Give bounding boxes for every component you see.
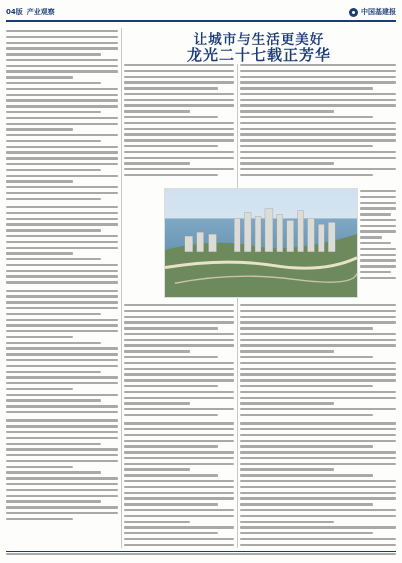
text-line	[240, 414, 373, 416]
text-line	[240, 174, 373, 176]
text-line	[240, 333, 396, 335]
text-line	[6, 198, 101, 200]
text-line	[124, 81, 234, 83]
text-line	[240, 480, 396, 482]
text-line	[240, 402, 334, 404]
text-line	[124, 474, 218, 476]
text-line	[124, 356, 218, 358]
text-line	[240, 93, 396, 95]
text-line	[6, 186, 118, 188]
text-line	[240, 397, 396, 399]
text-line	[240, 468, 334, 470]
text-line	[240, 310, 396, 312]
text-line	[6, 295, 118, 297]
text-line	[6, 477, 118, 479]
text-line	[6, 319, 118, 321]
text-line	[6, 443, 101, 445]
text-line	[124, 503, 218, 505]
text-line	[6, 371, 101, 373]
text-line	[124, 104, 234, 106]
text-line	[360, 271, 391, 273]
right-column-lower	[240, 300, 396, 546]
text-line	[6, 169, 101, 171]
text-line	[6, 512, 118, 514]
text-line	[240, 128, 396, 130]
text-line	[124, 385, 218, 387]
text-line	[6, 180, 73, 182]
text-line	[240, 122, 396, 124]
text-line	[240, 379, 396, 381]
page-header	[6, 4, 396, 20]
text-line	[360, 254, 396, 256]
text-line	[6, 229, 101, 231]
text-line	[124, 145, 218, 147]
text-line	[240, 503, 373, 505]
text-line	[6, 437, 118, 439]
text-line	[240, 509, 396, 511]
text-line	[6, 518, 73, 520]
middle-column	[124, 64, 234, 176]
text-line	[240, 532, 373, 534]
text-line	[6, 419, 118, 421]
text-line	[6, 553, 396, 555]
text-line	[240, 70, 396, 72]
text-line	[124, 339, 234, 341]
text-line	[6, 483, 118, 485]
text-line	[124, 151, 234, 153]
headline-line-2: 龙光二十七载正芳华	[186, 46, 331, 64]
text-line	[124, 304, 234, 306]
text-line	[124, 316, 234, 318]
text-line	[124, 310, 234, 312]
text-line	[240, 544, 396, 546]
text-line	[6, 70, 118, 72]
text-line	[124, 110, 190, 112]
text-line	[240, 327, 373, 329]
text-line	[240, 145, 373, 147]
text-line	[6, 146, 118, 148]
text-line	[124, 162, 190, 164]
text-line	[124, 544, 234, 546]
text-line	[240, 368, 396, 370]
text-line	[240, 76, 396, 78]
text-line	[6, 301, 118, 303]
text-line	[6, 353, 118, 355]
text-line	[240, 87, 373, 89]
text-line	[124, 515, 234, 517]
footer-rule	[6, 551, 396, 552]
text-line	[124, 327, 218, 329]
text-line	[240, 526, 396, 528]
text-line	[240, 99, 396, 101]
text-line	[124, 445, 218, 447]
text-line	[6, 140, 101, 142]
text-line	[124, 333, 234, 335]
text-line	[240, 350, 334, 352]
text-line	[240, 434, 396, 436]
text-line	[6, 206, 118, 208]
text-line	[6, 76, 73, 78]
text-line	[240, 486, 396, 488]
text-line	[124, 422, 234, 424]
text-line	[6, 252, 73, 254]
text-line	[6, 123, 118, 125]
text-line	[124, 99, 234, 101]
text-line	[124, 122, 234, 124]
text-line	[6, 324, 118, 326]
text-line	[6, 466, 73, 468]
text-line	[6, 175, 118, 177]
text-line	[360, 196, 396, 198]
text-line	[6, 330, 118, 332]
text-line	[6, 376, 118, 378]
text-line	[240, 440, 396, 442]
text-line	[240, 116, 373, 118]
text-line	[124, 168, 234, 170]
text-line	[6, 336, 73, 338]
text-line	[6, 399, 101, 401]
text-line	[6, 47, 118, 49]
text-line	[124, 414, 218, 416]
text-line	[124, 434, 234, 436]
text-line	[124, 70, 234, 72]
text-line	[124, 350, 190, 352]
text-line	[240, 339, 396, 341]
text-line	[6, 88, 118, 90]
text-line	[6, 157, 118, 159]
text-line	[6, 223, 118, 225]
text-line	[6, 489, 118, 491]
text-line	[124, 368, 234, 370]
text-line	[240, 133, 396, 135]
text-line	[240, 321, 396, 323]
text-line	[6, 30, 118, 32]
text-line	[124, 521, 190, 523]
brand-name: 中国基建报	[361, 8, 396, 16]
text-line	[6, 36, 118, 38]
text-line	[240, 168, 396, 170]
text-line	[360, 242, 391, 244]
text-line	[240, 81, 396, 83]
text-line	[6, 241, 118, 243]
text-line	[240, 316, 396, 318]
text-line	[124, 451, 234, 453]
text-line	[124, 497, 234, 499]
text-line	[124, 391, 234, 393]
text-line	[360, 236, 382, 238]
text-line	[124, 428, 234, 430]
text-line	[240, 162, 334, 164]
text-line	[360, 230, 396, 232]
newspaper-logo	[349, 7, 396, 17]
left-column	[6, 30, 118, 520]
text-line	[360, 207, 396, 209]
text-line	[124, 344, 234, 346]
text-line	[6, 163, 118, 165]
middle-column-lower	[124, 300, 234, 546]
text-line	[240, 497, 396, 499]
text-line	[124, 93, 234, 95]
text-line	[360, 213, 391, 215]
text-line	[240, 385, 373, 387]
text-line	[6, 59, 118, 61]
text-line	[6, 258, 101, 260]
text-line	[6, 307, 118, 309]
text-line	[6, 275, 118, 277]
text-line	[6, 212, 118, 214]
text-line	[360, 190, 396, 192]
text-line	[6, 151, 118, 153]
text-line	[240, 304, 396, 306]
text-line	[6, 454, 118, 456]
page-number: 04版	[6, 8, 23, 16]
text-line	[6, 111, 101, 113]
text-line	[240, 538, 396, 540]
text-line	[240, 373, 396, 375]
text-line	[124, 492, 234, 494]
page-footer	[6, 553, 396, 561]
text-line	[6, 264, 118, 266]
text-line	[6, 405, 118, 407]
text-line	[124, 538, 234, 540]
text-line	[6, 82, 101, 84]
text-line	[6, 128, 73, 130]
text-line	[6, 270, 118, 272]
logo-icon	[349, 8, 358, 17]
text-line	[124, 486, 234, 488]
text-line	[124, 480, 234, 482]
text-line	[124, 402, 190, 404]
text-line	[124, 457, 234, 459]
right-column-narrow	[360, 190, 396, 279]
text-line	[124, 128, 234, 130]
text-line	[6, 382, 118, 384]
text-line	[360, 202, 396, 204]
text-line	[6, 388, 73, 390]
text-line	[124, 373, 234, 375]
text-line	[360, 265, 396, 267]
section-name: 产业观察	[26, 8, 55, 16]
text-line	[6, 460, 118, 462]
text-line	[6, 65, 118, 67]
text-line	[6, 218, 118, 220]
text-line	[240, 422, 396, 424]
text-line	[124, 64, 234, 66]
text-line	[6, 235, 118, 237]
text-line	[124, 468, 190, 470]
text-line	[6, 448, 118, 450]
text-line	[360, 259, 396, 261]
text-line	[6, 495, 118, 497]
text-line	[240, 408, 396, 410]
text-line	[124, 87, 218, 89]
text-line	[240, 463, 396, 465]
text-line	[240, 451, 396, 453]
text-line	[124, 397, 234, 399]
text-line	[6, 471, 101, 473]
text-line	[124, 532, 218, 534]
text-line	[360, 225, 396, 227]
text-line	[6, 105, 118, 107]
text-line	[6, 281, 118, 283]
text-line	[124, 362, 234, 364]
text-line	[240, 362, 396, 364]
text-line	[6, 431, 118, 433]
text-line	[360, 248, 396, 250]
text-line	[124, 463, 234, 465]
text-line	[6, 313, 101, 315]
text-line	[124, 321, 234, 323]
text-line	[124, 76, 234, 78]
text-line	[6, 99, 118, 101]
text-line	[124, 139, 234, 141]
text-line	[6, 94, 118, 96]
text-line	[240, 492, 396, 494]
text-line	[124, 379, 234, 381]
text-line	[6, 365, 118, 367]
text-line	[240, 104, 396, 106]
aerial-city-photo	[164, 188, 358, 298]
text-line	[240, 356, 373, 358]
headline-line-1: 让城市与生活更美好	[193, 32, 325, 48]
text-line	[6, 342, 101, 344]
text-line	[6, 290, 118, 292]
text-line	[240, 139, 396, 141]
text-line	[240, 474, 373, 476]
text-line	[6, 192, 118, 194]
text-line	[124, 526, 234, 528]
text-line	[6, 506, 118, 508]
text-line	[6, 347, 118, 349]
text-line	[6, 500, 101, 502]
column-divider	[237, 64, 238, 548]
text-line	[6, 42, 118, 44]
text-line	[240, 157, 396, 159]
text-line	[6, 359, 118, 361]
text-line	[240, 64, 396, 66]
text-line	[240, 445, 373, 447]
text-line	[124, 509, 234, 511]
text-line	[360, 219, 396, 221]
header-rule	[6, 20, 396, 22]
text-line	[6, 394, 118, 396]
column-divider	[121, 28, 122, 548]
text-line	[6, 117, 118, 119]
text-line	[240, 110, 334, 112]
text-line	[6, 411, 118, 413]
text-line	[360, 277, 396, 279]
text-line	[240, 391, 396, 393]
text-line	[240, 521, 334, 523]
text-line	[240, 428, 396, 430]
text-line	[240, 457, 396, 459]
text-line	[124, 440, 234, 442]
text-line	[124, 116, 218, 118]
right-column-upper	[240, 64, 396, 176]
text-line	[124, 408, 234, 410]
text-line	[124, 174, 218, 176]
text-line	[6, 53, 101, 55]
text-line	[240, 344, 396, 346]
text-line	[124, 133, 234, 135]
text-line	[6, 247, 118, 249]
text-line	[240, 151, 396, 153]
text-line	[6, 425, 118, 427]
text-line	[124, 157, 234, 159]
text-line	[6, 134, 118, 136]
text-line	[240, 515, 396, 517]
